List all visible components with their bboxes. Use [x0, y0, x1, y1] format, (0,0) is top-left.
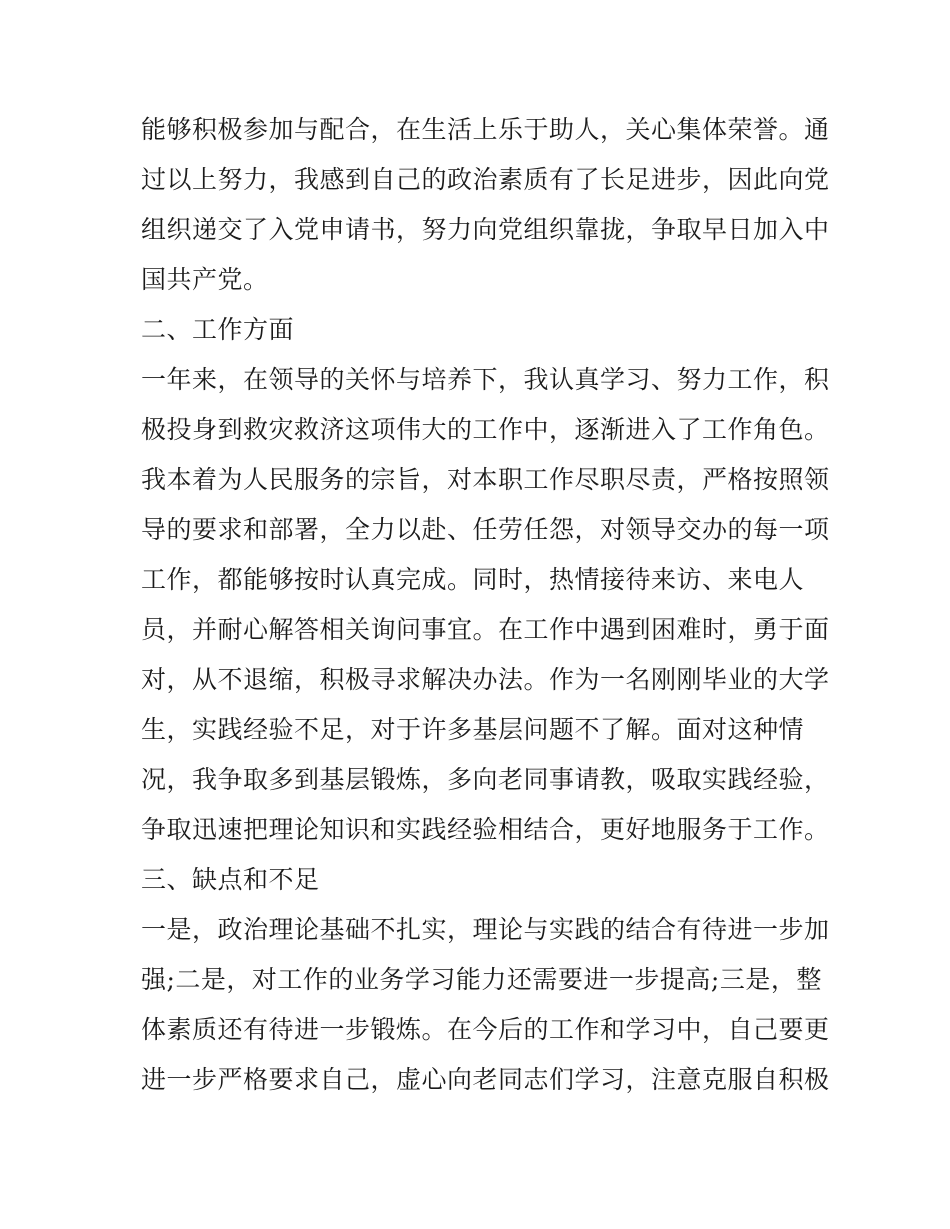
- paragraph-line: 组织递交了入党申请书，努力向党组织靠拢，争取早日加入中: [141, 215, 830, 244]
- paragraph-line: 导的要求和部署，全力以赴、任劳任怨，对领导交办的每一项: [141, 515, 830, 544]
- paragraph-line: 生，实践经验不足，对于许多基层问题不了解。面对这种情: [141, 715, 805, 744]
- paragraph-line: 强;二是，对工作的业务学习能力还需要进一步提高;三是，整: [141, 965, 822, 994]
- paragraph-line: 过以上努力，我感到自己的政治素质有了长足进步，因此向党: [141, 165, 830, 194]
- paragraph-line: 一年来，在领导的关怀与培养下，我认真学习、努力工作，积: [141, 365, 830, 394]
- section-heading: 二、工作方面: [141, 315, 295, 344]
- section-heading: 三、缺点和不足: [141, 865, 320, 894]
- paragraph-line: 我本着为人民服务的宗旨，对本职工作尽职尽责，严格按照领: [141, 465, 830, 494]
- paragraph-line: 进一步严格要求自己，虚心向老同志们学习，注意克服自积极: [141, 1065, 830, 1094]
- paragraph-line: 争取迅速把理论知识和实践经验相结合，更好地服务于工作。: [141, 815, 830, 844]
- paragraph-line: 国共产党。: [141, 265, 269, 294]
- paragraph-line: 况，我争取多到基层锻炼，多向老同事请教，吸取实践经验，: [141, 765, 830, 794]
- paragraph-line: 极投身到救灾救济这项伟大的工作中，逐渐进入了工作角色。: [141, 415, 830, 444]
- paragraph-line: 员，并耐心解答相关询问事宜。在工作中遇到困难时，勇于面: [141, 615, 830, 644]
- paragraph-line: 对，从不退缩，积极寻求解决办法。作为一名刚刚毕业的大学: [141, 665, 830, 694]
- paragraph-line: 一是，政治理论基础不扎实，理论与实践的结合有待进一步加: [141, 915, 830, 944]
- paragraph-line: 工作，都能够按时认真完成。同时，热情接待来访、来电人: [141, 565, 805, 594]
- paragraph-line: 能够积极参加与配合，在生活上乐于助人，关心集体荣誉。通: [141, 115, 830, 144]
- paragraph-line: 体素质还有待进一步锻炼。在今后的工作和学习中，自己要更: [141, 1015, 830, 1044]
